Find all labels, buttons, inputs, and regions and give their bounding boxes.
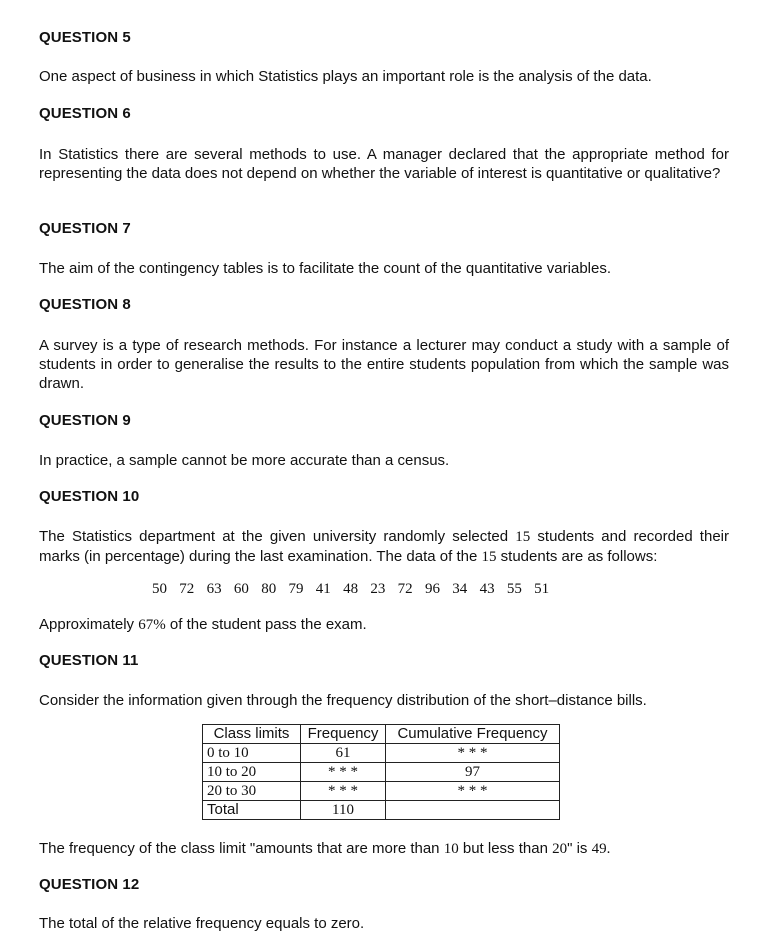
mark-value: 43 (479, 581, 495, 597)
mark-value: 72 (397, 581, 413, 597)
total-cumulative-cell (386, 801, 560, 820)
mark-value: 63 (206, 581, 222, 597)
table-row (203, 744, 560, 763)
mark-value: 60 (233, 581, 249, 597)
cumulative-frequency-cell: 97 (386, 763, 560, 782)
question-11-statement (39, 839, 729, 859)
class-limit-cell: 10 to 20 (203, 763, 301, 782)
frequency-cell: 61 (301, 744, 386, 763)
frequency-cell: * * * (301, 782, 386, 801)
question-6-text: In Statistics there are several methods to use. A manager declared that the appropriate method for representing the data does not depend on whether the variable of interest is quantitative or qualitative? (39, 146, 729, 182)
question-12-heading: QUESTION 12 (39, 876, 140, 893)
question-12-text: The total of the relative frequency equals to zero. (39, 915, 365, 932)
mark-value: 80 (261, 581, 277, 597)
statement-text-part: Approximately (39, 616, 139, 633)
cumulative-frequency-cell: * * * (386, 782, 560, 801)
question-5-heading: QUESTION 5 (39, 29, 131, 46)
question-9-text: In practice, a sample cannot be more accurate than a census. (39, 452, 450, 469)
question-7-heading: QUESTION 7 (39, 220, 131, 237)
mark-value: 50 (152, 581, 167, 597)
table-row (203, 782, 560, 801)
table-row (203, 763, 560, 782)
mark-value: 34 (452, 581, 468, 597)
question-7-text: The aim of the contingency tables is to facilitate the count of the quantitative variables. (39, 260, 611, 277)
table-header-row (203, 725, 560, 744)
intro-text-part: students are as follows: (496, 548, 658, 565)
frequency-cell: * * * (301, 763, 386, 782)
mark-value: 79 (288, 581, 304, 597)
cumulative-frequency-cell: * * * (386, 744, 560, 763)
column-header-class-limits: Class limits (203, 725, 301, 744)
mark-value: 55 (506, 581, 522, 597)
column-header-cumulative-frequency: Cumulative Frequency (386, 725, 560, 744)
sample-size: 15 (481, 549, 497, 565)
mark-value: 72 (179, 581, 195, 597)
marks-data-row (152, 581, 549, 598)
frequency-value: 49. (591, 841, 611, 857)
statement-text-part: but less than (458, 840, 553, 857)
total-label-cell: Total (203, 801, 301, 820)
total-frequency-cell: 110 (301, 801, 386, 820)
frequency-distribution-table (202, 724, 560, 820)
class-limit-cell: 0 to 10 (203, 744, 301, 763)
question-6-heading: QUESTION 6 (39, 105, 131, 122)
question-10-intro (39, 527, 729, 567)
statement-text-part: of the student pass the exam. (165, 616, 367, 633)
pass-percentage: 67% (138, 617, 166, 633)
sample-size: 15 (515, 529, 531, 545)
mark-value: 23 (370, 581, 386, 597)
column-header-frequency: Frequency (301, 725, 386, 744)
lower-limit-value: 10 (443, 841, 459, 857)
question-11-intro: Consider the information given through the frequency distribution of the short–distance bills. (39, 692, 647, 709)
question-10-statement (39, 615, 729, 635)
mark-value: 51 (534, 581, 550, 597)
question-11-heading: QUESTION 11 (39, 652, 139, 669)
mark-value: 48 (343, 581, 359, 597)
statement-text-part: The frequency of the class limit "amounts that are more than (39, 840, 444, 857)
class-limit-cell: 20 to 30 (203, 782, 301, 801)
statement-text-part: " is (567, 840, 592, 857)
table-total-row (203, 801, 560, 820)
question-10-heading: QUESTION 10 (39, 488, 140, 505)
intro-text-part: The Statistics department at the given university randomly selected (39, 528, 516, 545)
question-9-heading: QUESTION 9 (39, 412, 131, 429)
upper-limit-value: 20 (552, 841, 568, 857)
question-8-text: A survey is a type of research methods. For instance a lecturer may conduct a study with a sample of students in order to generalise the results to the entire students population from which the sample was drawn. (39, 337, 729, 392)
question-8-heading: QUESTION 8 (39, 296, 131, 313)
mark-value: 96 (424, 581, 440, 597)
intro-text-part: students and recorded their marks (in percentage) during the last examination. The data of the (39, 528, 729, 565)
mark-value: 41 (315, 581, 331, 597)
question-5-text: One aspect of business in which Statistics plays an important role is the analysis of the data. (39, 68, 652, 85)
